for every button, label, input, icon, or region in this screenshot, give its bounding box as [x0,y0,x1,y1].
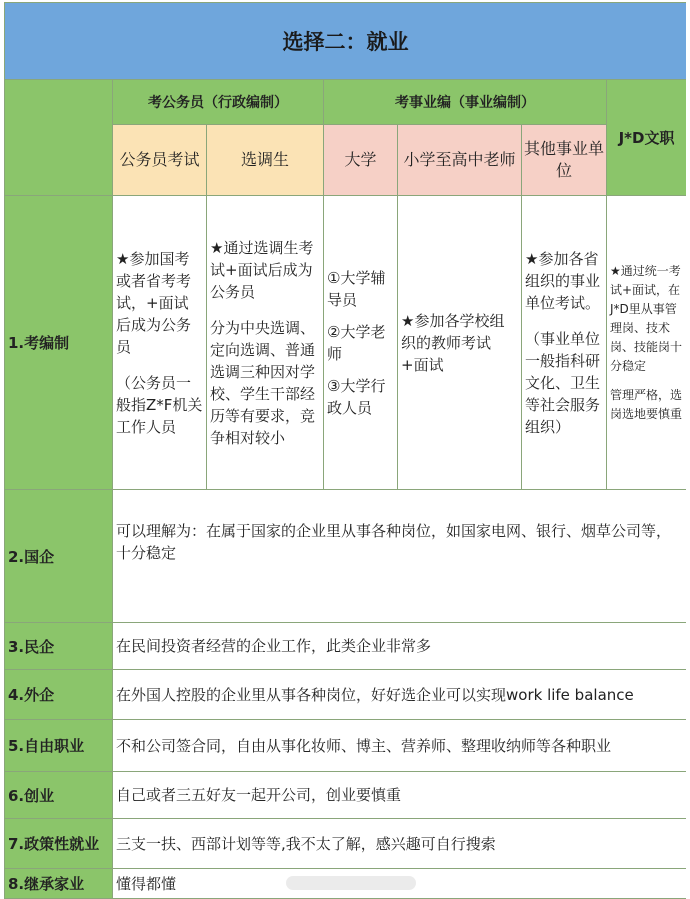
header-jd-civilian: J*D文职 [607,80,687,196]
row-label-soe: 2.国企 [5,490,113,623]
university-item: ②大学老师 [327,322,386,363]
university-item: ③大学行政人员 [327,376,386,417]
row-label-startup: 6.创业 [5,772,113,819]
header-corner [5,80,113,196]
cell-civil-exam [113,196,207,490]
page-title: 选择二：就业 [5,3,687,80]
row-label-family: 8.继承家业 [5,869,113,899]
row-text-foreign: 在外国人控股的企业里从事各种岗位，好好选企业可以实现work life balance [113,670,687,720]
employment-table [4,2,686,899]
row-label-policy: 7.政策性就业 [5,819,113,869]
cell-other-institution [522,196,607,490]
civil-exam-text: ★参加国考或者省考考试，+面试后成为公务员 [116,249,192,356]
row-label-private: 3.民企 [5,623,113,670]
subheader-other-institution: 其他事业单位 [522,125,607,196]
other-institution-text: ★参加各省组织的事业单位考试。 [525,249,601,312]
cell-university [324,196,398,490]
subheader-k12-teacher: 小学至高中老师 [398,125,522,196]
selected-graduate-text: ★通过选调生考试+面试后成为公务员 [210,238,314,301]
civil-exam-note: （公务员一般指Z*F机关工作人员 [116,373,203,436]
other-institution-note: （事业单位一般指科研文化、卫生等社会服务组织） [525,329,601,436]
subheader-selected-graduate: 选调生 [207,125,324,196]
cell-k12-teacher: ★参加各学校组织的教师考试+面试 [398,196,522,490]
subheader-civil-exam: 公务员考试 [113,125,207,196]
row-label-exam: 1.考编制 [5,196,113,490]
group-header-public-institution: 考事业编（事业编制） [324,80,607,125]
row-label-foreign: 4.外企 [5,670,113,720]
university-item: ①大学辅导员 [327,268,386,309]
row-text-startup: 自己或者三五好友一起开公司，创业要慎重 [113,772,687,819]
group-header-civil-service: 考公务员（行政编制） [113,80,324,125]
row-text-policy: 三支一扶、西部计划等等,我不太了解，感兴趣可自行搜索 [113,819,687,869]
selected-graduate-note: 分为中央选调、定向选调、普通选调三种因对学校、学生干部经历等有要求，竞争相对较小 [210,318,316,447]
row-text-private: 在民间投资者经营的企业工作，此类企业非常多 [113,623,687,670]
cell-jd-civilian [607,196,687,490]
employment-table-frame [4,2,686,899]
row-label-freelance: 5.自由职业 [5,720,113,772]
watermark-blur [286,876,416,890]
jd-civilian-note: 管理严格，选岗选地要慎重 [610,387,683,421]
cell-selected-graduate [207,196,324,490]
row-text-family: 懂得都懂 [113,869,687,899]
jd-civilian-text: ★通过统一考试+面试，在J*D里从事管理岗、技术岗、技能岗十分稳定 [610,263,683,373]
subheader-university: 大学 [324,125,398,196]
row-text-soe: 可以理解为：在属于国家的企业里从事各种岗位，如国家电网、银行、烟草公司等，十分稳定 [113,490,687,623]
row-text-freelance: 不和公司签合同，自由从事化妆师、博主、营养师、整理收纳师等各种职业 [113,720,687,772]
